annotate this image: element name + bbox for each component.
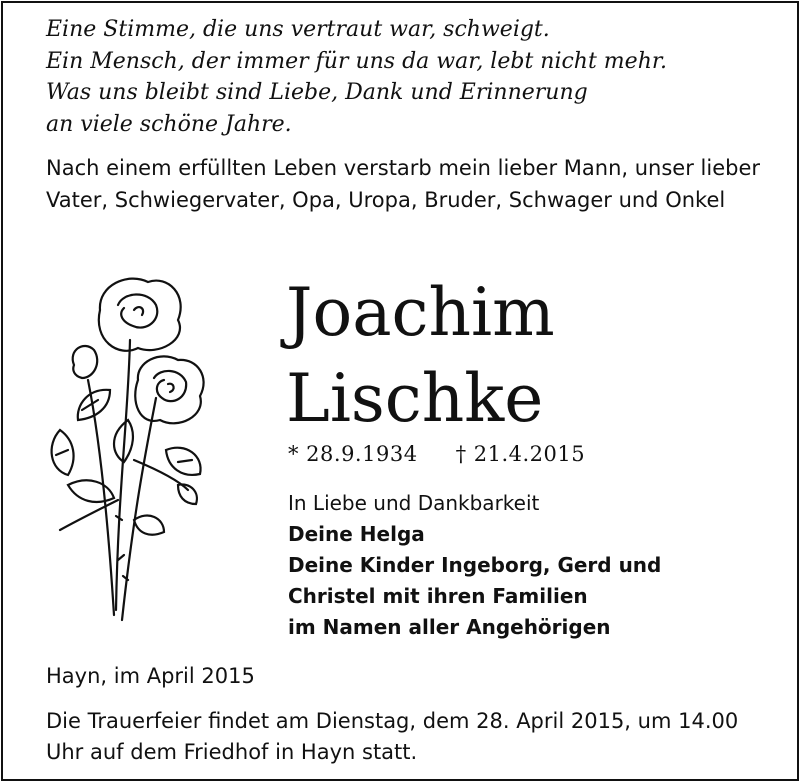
death-date: † 21.4.2015 — [455, 442, 586, 466]
poem-line: Eine Stimme, die uns vertraut war, schweigt. — [46, 17, 550, 42]
signature-line: Deine Kinder Ingeborg, Gerd und — [288, 553, 662, 577]
poem-line: Ein Mensch, der immer für uns da war, lebt nicht mehr. — [46, 48, 667, 74]
rose-illustration — [38, 270, 218, 630]
signature-block — [288, 488, 661, 643]
signature-opening: In Liebe und Dankbarkeit — [288, 491, 540, 515]
funeral-notice: Die Trauerfeier findet am Dienstag, dem 28. April 2015, um 14.00 Uhr auf dem Friedhof in Hayn statt. — [46, 709, 739, 764]
poem-line: an viele schöne Jahre. — [46, 111, 292, 137]
signature-line: im Namen aller Angehörigen — [288, 615, 611, 639]
birth-date: * 28.9.1934 — [288, 442, 418, 466]
intro-text: Nach einem erfüllten Leben verstarb mein lieber Mann, unser lieber Vater, Schwiegervater, Opa, Uropa, Bruder, Schwager und Onkel — [46, 156, 760, 212]
memorial-poem — [46, 14, 667, 140]
deceased-name — [286, 270, 555, 442]
life-dates — [288, 442, 585, 466]
last-name: Lischke — [286, 360, 544, 437]
signature-line: Deine Helga — [288, 522, 425, 546]
place-date: Hayn, im April 2015 — [46, 664, 255, 688]
poem-line: Was uns bleibt sind Liebe, Dank und Erinnerung — [46, 80, 588, 105]
signature-line: Christel mit ihren Familien — [288, 584, 588, 608]
first-name: Joachim — [286, 274, 555, 351]
